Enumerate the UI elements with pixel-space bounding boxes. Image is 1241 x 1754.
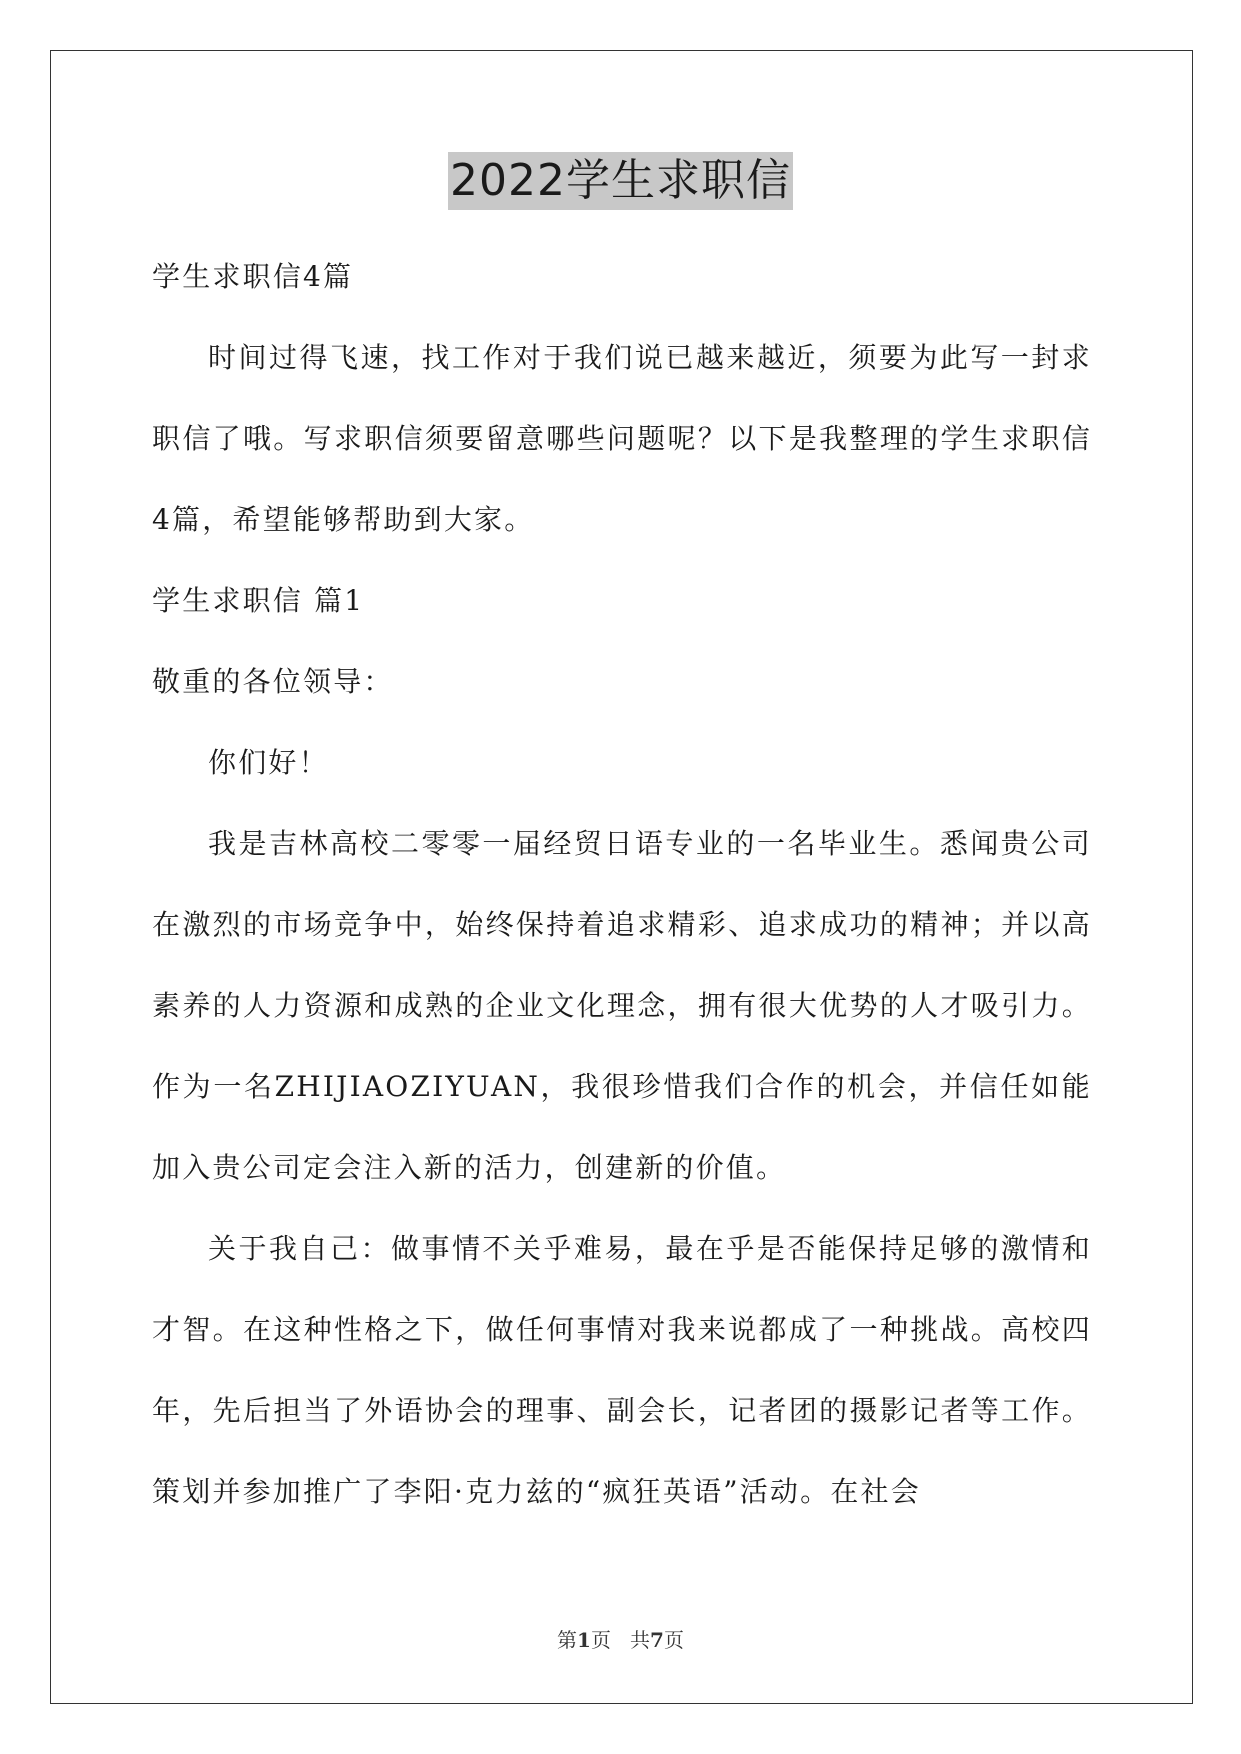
page-footer bbox=[0, 1624, 1241, 1653]
footer-page-prefix: 第 bbox=[557, 1628, 578, 1652]
footer-page-number: 1 bbox=[577, 1628, 591, 1652]
document-body bbox=[152, 236, 1092, 1532]
paragraph-body-2: 关于我自己：做事情不关乎难易，最在乎是否能保持足够的激情和才智。在这种性格之下，做任何事情对我来说都成了一种挑战。高校四年，先后担当了外语协会的理事、副会长，记者团的摄影记者等工作。策划并参加推广了李阳·克力兹的“疯狂英语”活动。在社会 bbox=[152, 1232, 1092, 1508]
footer-page-suffix: 页 bbox=[590, 1628, 611, 1652]
footer-total-suffix: 页 bbox=[663, 1628, 684, 1652]
paragraph-intro: 时间过得飞速，找工作对于我们说已越来越近，须要为此写一封求职信了哦。写求职信须要留意哪些问题呢？以下是我整理的学生求职信4篇，希望能够帮助到大家。 bbox=[152, 341, 1092, 536]
document-title bbox=[0, 152, 1241, 210]
paragraph-section-heading: 学生求职信 篇1 bbox=[152, 584, 365, 617]
document-title-text: 2022学生求职信 bbox=[448, 152, 793, 210]
paragraph-greeting: 你们好！ bbox=[208, 746, 329, 779]
paragraph-subtitle: 学生求职信4篇 bbox=[152, 260, 354, 293]
footer-total-prefix: 共 bbox=[630, 1628, 651, 1652]
paragraph-body-1: 我是吉林高校二零零一届经贸日语专业的一名毕业生。悉闻贵公司在激烈的市场竞争中，始终保持着追求精彩、追求成功的精神；并以高素养的人力资源和成熟的企业文化理念，拥有很大优势的人才吸引力。作为一名ZHIJIAOZIYUAN，我很珍惜我们合作的机会，并信任如能加入贵公司定会注入新的活力，创建新的价值。 bbox=[152, 827, 1092, 1184]
footer-total-pages: 7 bbox=[650, 1628, 664, 1652]
paragraph-salutation: 敬重的各位领导： bbox=[152, 665, 394, 698]
